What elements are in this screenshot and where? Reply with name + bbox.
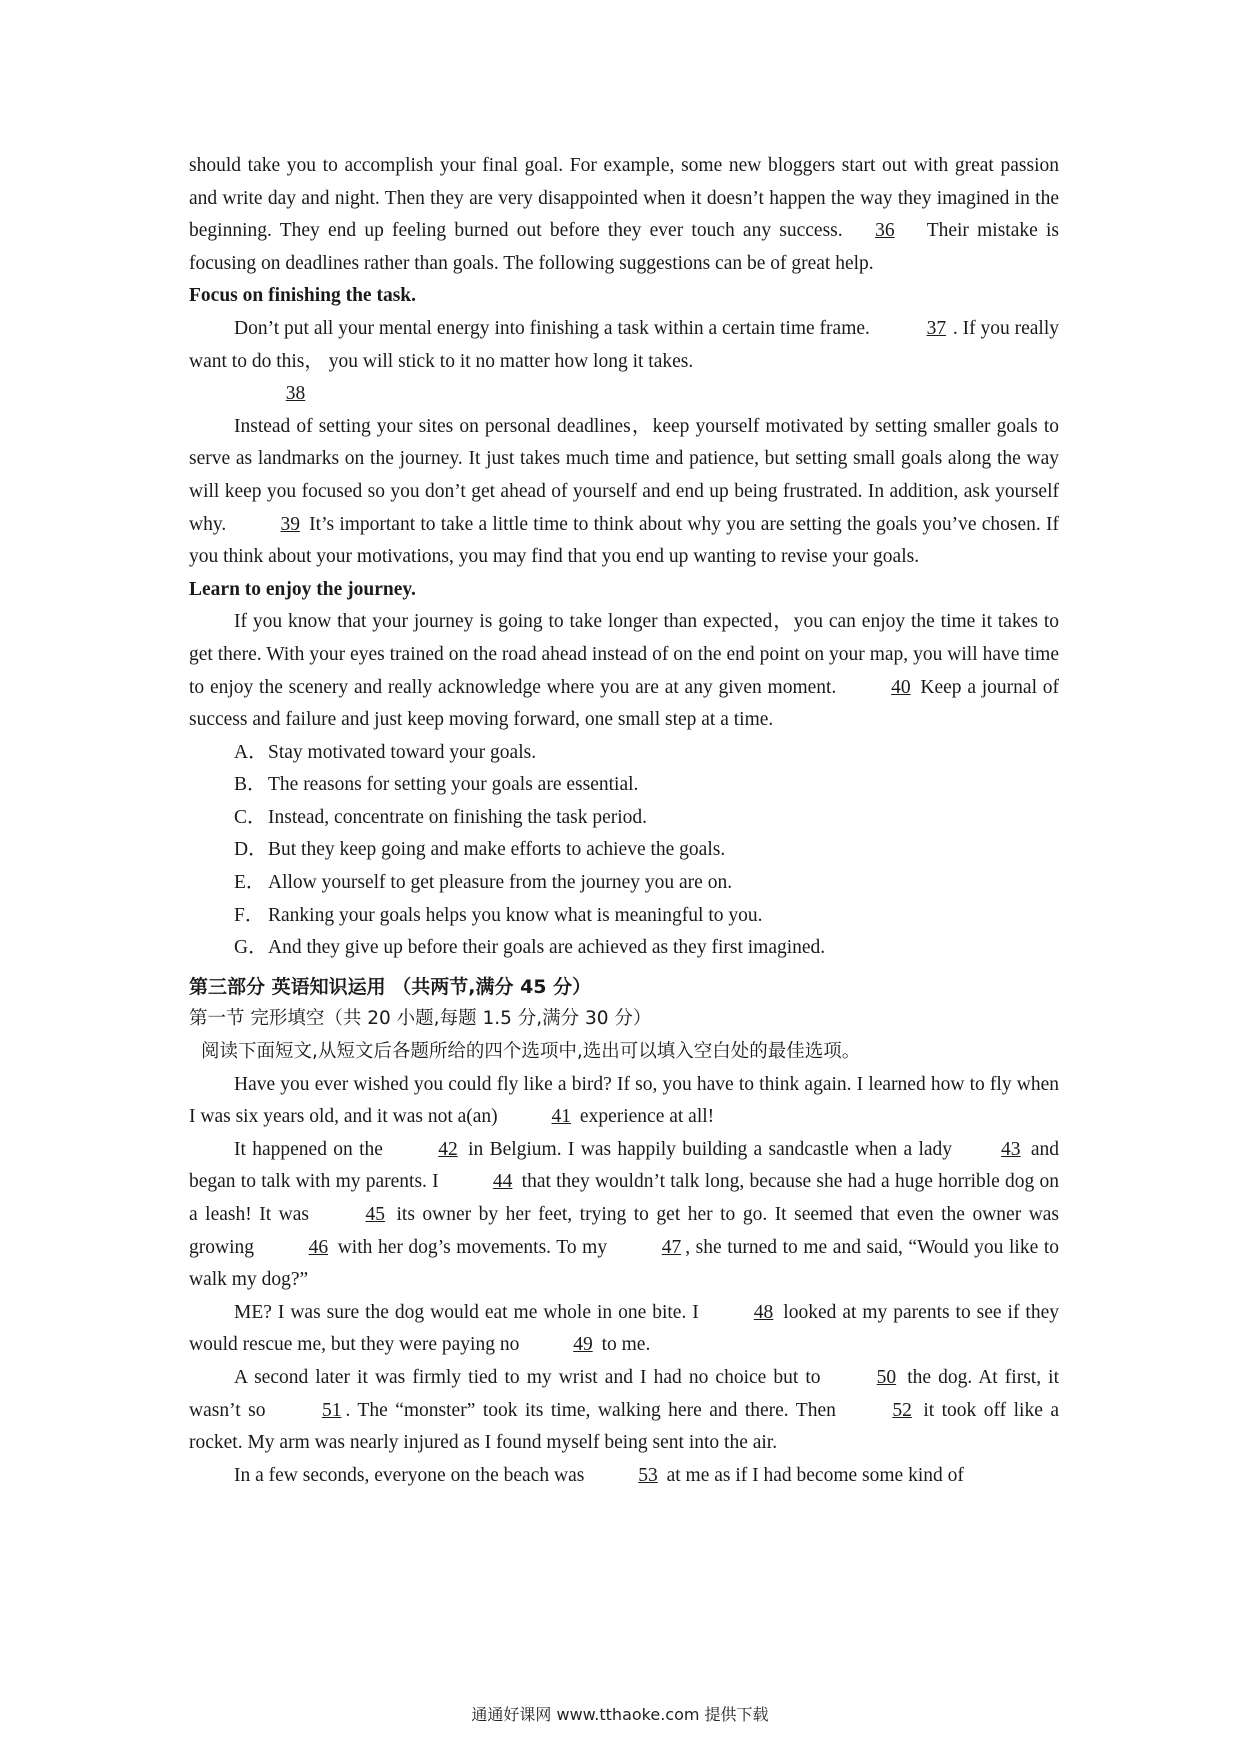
- blank-39: 39: [280, 513, 300, 535]
- option-text: Allow yourself to get pleasure from the journey you are on.: [268, 872, 733, 894]
- text: experience at all!: [579, 1106, 715, 1128]
- text: Instead of setting your sites on personal deadlines，keep yourself motivated by setting smaller goals to serve as landmarks on the journey. It just takes much time and patience, but setting small goals along the way will keep you focused so you don’t get ahead of yourself and end up being frustrated. In addition, ask yourself why.: [189, 415, 1059, 535]
- text: It happened on the: [234, 1138, 383, 1160]
- section-heading-1: Focus on finishing the task.: [189, 285, 417, 307]
- blank-45: 45: [365, 1204, 385, 1225]
- option-text: Ranking your goals helps you know what is meaningful to you.: [268, 904, 763, 926]
- part-three-title: 第三部分 英语知识运用 （共两节,满分 45 分）: [189, 975, 592, 998]
- blank-40: 40: [891, 676, 911, 698]
- text: If you know that your journey is going to take longer than expected，you can enjoy the time it takes to get there. With your eyes trained on the road ahead instead of on the end point on your map, you will have time to enjoy the scenery and really acknowledge where you are at any given moment.: [189, 611, 1059, 698]
- option-letter: B．: [234, 774, 267, 796]
- blank-53: 53: [638, 1464, 658, 1486]
- text: . If you really want to do this， you will stick to it no matter how long it takes.: [189, 317, 1060, 372]
- text: It’s important to take a little time to think about why you are setting the goals you’ve chosen. If you think about your motivations, you may find that you end up wanting to revise your goals.: [189, 513, 1060, 568]
- option-text: The reasons for setting your goals are essential.: [268, 774, 639, 796]
- option-letter: G．: [234, 937, 268, 959]
- text: , she turned to me and said, “Would you like to walk my dog?”: [189, 1236, 1060, 1291]
- blank-51: 51: [321, 1399, 342, 1421]
- option-letter: F．: [234, 904, 265, 926]
- paragraph-3: [189, 411, 1059, 574]
- option-c: [234, 802, 1059, 835]
- instruction-text: 阅读下面短文,从短文后各题所给的四个选项中,选出可以填入空白处的最佳选项。: [201, 1041, 861, 1063]
- text: . The “monster” took its time, walking here and there. Then: [345, 1399, 836, 1421]
- text: In a few seconds, everyone on the beach was: [234, 1464, 585, 1486]
- text: Keep a journal of success and failure and just keep moving forward, one small step at a time.: [189, 676, 1059, 731]
- text: Don’t put all your mental energy into finishing a task within a certain time frame.: [234, 317, 870, 339]
- text: to me.: [601, 1334, 651, 1356]
- blank-37: 37: [926, 317, 947, 339]
- page-footer: 通通好课网 www.tthaoke.com 提供下载: [471, 1705, 769, 1724]
- paragraph-2: [189, 313, 1059, 378]
- text: its owner by her feet, trying to get her to go. It seemed that even the owner was growing: [189, 1204, 1060, 1258]
- blank-49: 49: [573, 1334, 593, 1356]
- text: looked at my parents to see if they would rescue me, but they were paying no: [189, 1301, 1060, 1356]
- blank-38: 38: [285, 383, 306, 405]
- text: and began to talk with my parents. I: [189, 1138, 1060, 1193]
- paragraph-4: [189, 606, 1059, 736]
- blank-42: 42: [438, 1138, 458, 1160]
- text: it took off like a rocket. My arm was nearly injured as I found myself being sent into the air.: [189, 1399, 1060, 1454]
- cloze-paragraph-1: [189, 1069, 1059, 1134]
- blank-48: 48: [753, 1301, 774, 1323]
- option-f: [234, 900, 1059, 933]
- option-letter: A．: [234, 741, 268, 763]
- option-letter: E．: [234, 872, 266, 894]
- option-text: Stay motivated toward your goals.: [268, 741, 537, 763]
- blank-50: 50: [876, 1366, 897, 1388]
- text: should take you to accomplish your final goal. For example, some new bloggers start out with great passion and write day and night. Then they are very disappointed when it doesn’t happen the way they imagined in the beginning. They end up feeling burned out before they ever touch any success.: [189, 155, 1059, 242]
- blank-38-line: [189, 378, 1059, 411]
- option-letter: D．: [234, 839, 268, 861]
- text: with her dog’s movements. To my: [337, 1236, 608, 1258]
- blank-41: 41: [551, 1106, 572, 1128]
- text: that they wouldn’t talk long, because she had a huge horrible dog on a leash! It was: [189, 1171, 1060, 1225]
- text: Have you ever wished you could fly like a bird? If so, you have to think again. I learned how to fly when I was six years old, and it was not a(an): [189, 1073, 1059, 1128]
- page-content: [189, 150, 1059, 1492]
- cloze-paragraph-4: [189, 1362, 1059, 1460]
- blank-47: 47: [661, 1236, 682, 1258]
- option-text: But they keep going and make efforts to achieve the goals.: [268, 839, 726, 861]
- cloze-paragraph-5: [189, 1460, 1059, 1493]
- text: the dog. At first, it wasn’t so: [189, 1366, 1060, 1421]
- blank-43: 43: [1001, 1138, 1021, 1160]
- section-heading-2: Learn to enjoy the journey.: [189, 578, 416, 600]
- text: ME? I was sure the dog would eat me whole in one bite. I: [234, 1301, 699, 1323]
- blank-44: 44: [492, 1171, 513, 1193]
- text: A second later it was firmly tied to my wrist and I had no choice but to: [234, 1366, 821, 1388]
- option-a: [234, 737, 1059, 770]
- option-e: [234, 867, 1059, 900]
- text: at me as if I had become some kind of: [666, 1464, 964, 1486]
- paragraph-1: [189, 150, 1059, 280]
- option-text: And they give up before their goals are achieved as they first imagined.: [268, 937, 826, 959]
- blank-46: 46: [308, 1236, 329, 1258]
- option-b: [234, 769, 1059, 802]
- option-g: [234, 932, 1059, 965]
- answer-options: [234, 737, 1059, 965]
- section-one-title: 第一节 完形填空（共 20 小题,每题 1.5 分,满分 30 分）: [189, 1008, 652, 1030]
- blank-36: 36: [875, 220, 895, 242]
- cloze-paragraph-3: [189, 1297, 1059, 1362]
- blank-52: 52: [892, 1399, 912, 1421]
- text: Their mistake is focusing on deadlines rather than goals. The following suggestions can be of great help.: [189, 220, 1059, 274]
- text: in Belgium. I was happily building a sandcastle when a lady: [468, 1138, 953, 1160]
- option-text: Instead, concentrate on finishing the task period.: [268, 806, 648, 828]
- cloze-paragraph-2: [189, 1134, 1059, 1297]
- option-letter: C．: [234, 806, 267, 828]
- option-d: [234, 834, 1059, 867]
